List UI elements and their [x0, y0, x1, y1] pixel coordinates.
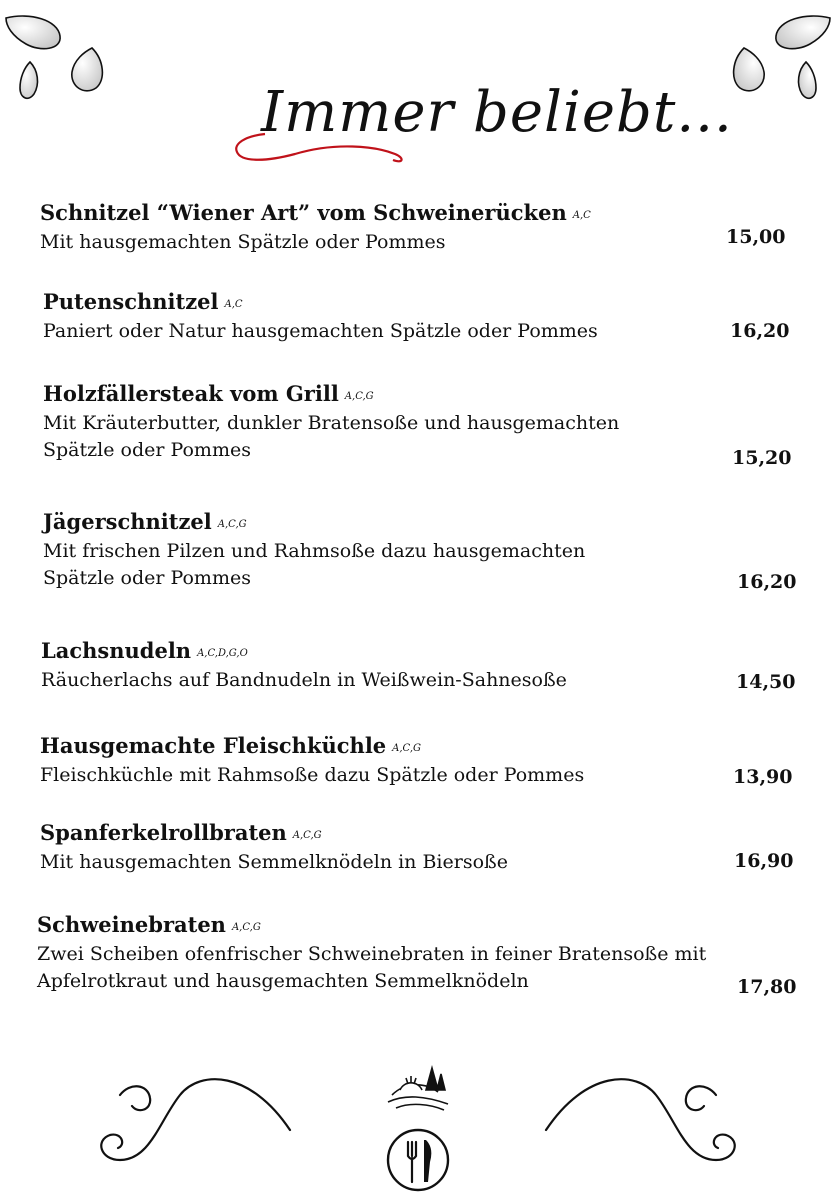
- allergen-codes: A,C,G: [344, 391, 374, 402]
- item-description: Räucherlachs auf Bandnudeln in Weißwein-Sahnesoße: [41, 669, 567, 691]
- allergen-codes: A,C: [572, 210, 591, 221]
- item-name: Holzfällersteak vom Grill: [43, 381, 339, 406]
- item-description: Paniert oder Natur hausgemachten Spätzle oder Pommes: [43, 320, 598, 342]
- item-name: Schweinebraten: [37, 912, 226, 937]
- item-description: Mit Kräuterbutter, dunkler Bratensoße und hausgemachten Spätzle oder Pommes: [43, 412, 620, 461]
- swirl-ornament-icon: [546, 1079, 735, 1160]
- item-name: Hausgemachte Fleischküchle: [40, 733, 387, 758]
- allergen-codes: A,C: [224, 299, 243, 310]
- item-name: Schnitzel “Wiener Art” vom Schweinerücken: [40, 200, 567, 225]
- menu-item: [43, 381, 803, 464]
- item-description: Fleischküchle mit Rahmsoße dazu Spätzle oder Pommes: [40, 764, 585, 786]
- item-description: Mit frischen Pilzen und Rahmsoße dazu hausgemachten Spätzle oder Pommes: [43, 540, 586, 589]
- item-name: Jägerschnitzel: [43, 509, 212, 534]
- petal-ornament-icon: [0, 0, 110, 110]
- allergen-codes: A,C,G: [392, 743, 422, 754]
- menu-item: [40, 200, 800, 256]
- menu-item: [41, 638, 801, 694]
- item-price: 16,90: [734, 850, 794, 872]
- allergen-codes: A,C,D,G,O: [197, 648, 248, 659]
- menu-title: [225, 72, 733, 182]
- menu-item: [40, 733, 800, 789]
- menu-item: [43, 509, 803, 592]
- fork-knife-icon: [388, 1130, 448, 1190]
- item-price: 16,20: [737, 571, 797, 593]
- item-name: Lachsnudeln: [41, 638, 192, 663]
- allergen-codes: A,C,G: [217, 519, 247, 530]
- item-name: Putenschnitzel: [43, 289, 219, 314]
- item-price: 15,20: [732, 447, 792, 469]
- petal-ornament-icon: [726, 0, 836, 110]
- item-description: Zwei Scheiben ofenfrischer Schweinebraten in feiner Bratensoße mit Apfelrotkraut und hausgemachten Semmelknödeln: [37, 943, 707, 992]
- item-description: Mit hausgemachten Spätzle oder Pommes: [40, 231, 446, 253]
- footer-ornaments: [0, 1060, 836, 1200]
- page-title: Immer beliebt...: [261, 80, 733, 145]
- item-price: 17,80: [737, 976, 797, 998]
- item-price: 13,90: [733, 766, 793, 788]
- menu-item: [37, 912, 797, 995]
- landscape-logo-icon: [388, 1068, 448, 1110]
- item-price: 15,00: [726, 226, 786, 248]
- allergen-codes: A,C,G: [292, 830, 322, 841]
- item-name: Spanferkelrollbraten: [40, 820, 287, 845]
- allergen-codes: A,C,G: [231, 922, 261, 933]
- item-description: Mit hausgemachten Semmelknödeln in Biersoße: [40, 851, 508, 873]
- menu-item: [40, 820, 800, 876]
- item-price: 14,50: [736, 671, 796, 693]
- swirl-ornament-icon: [101, 1079, 290, 1160]
- menu-item: [43, 289, 803, 345]
- item-price: 16,20: [730, 320, 790, 342]
